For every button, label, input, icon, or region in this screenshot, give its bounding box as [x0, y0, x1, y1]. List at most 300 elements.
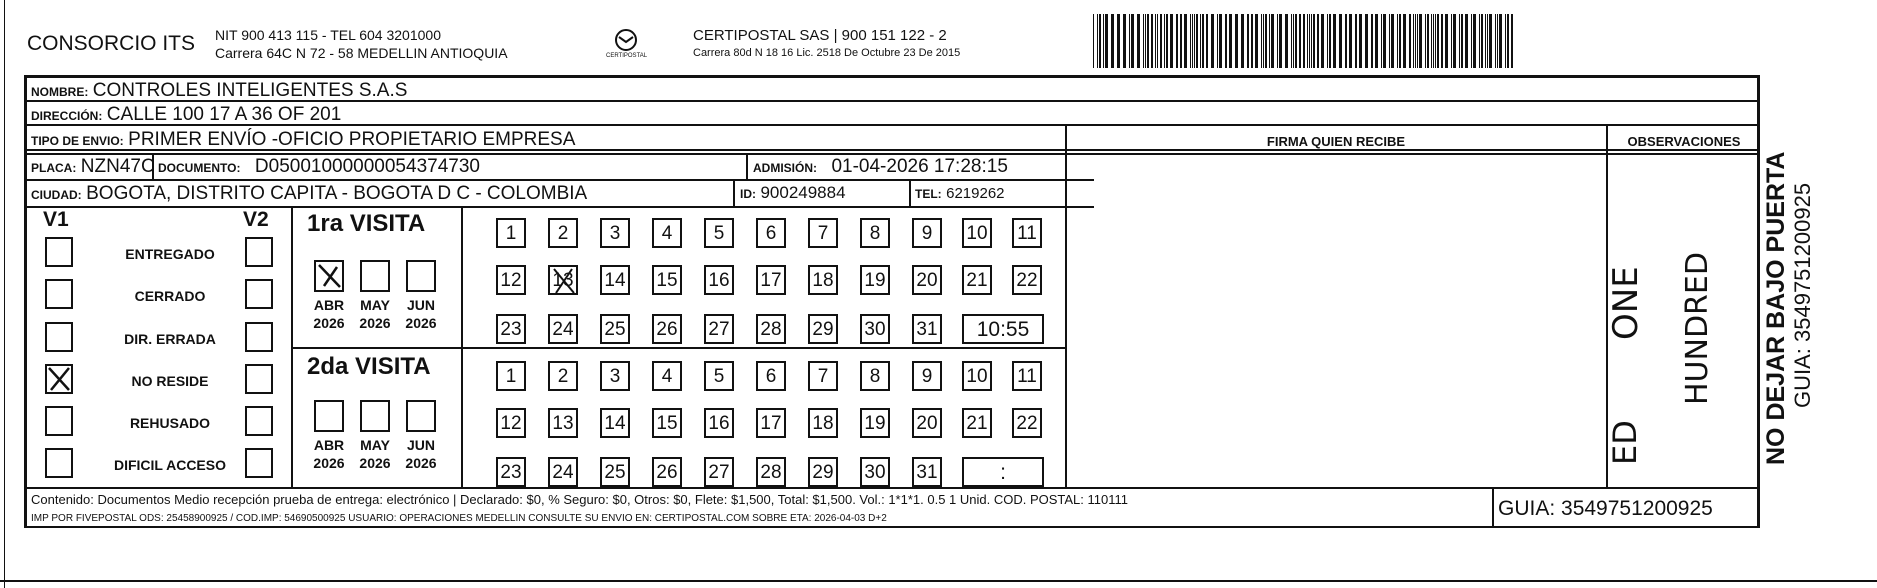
status-v2-checkbox[interactable]: [245, 364, 273, 394]
barcode-bar: [1251, 14, 1253, 68]
cross-mark-icon: [47, 366, 71, 392]
day-box[interactable]: [756, 218, 786, 248]
day-box[interactable]: [548, 457, 578, 487]
barcode-bar: [1105, 14, 1108, 68]
handwritten-one: ONE: [1606, 266, 1646, 340]
barcode-bar: [1435, 14, 1436, 68]
day-number: 16: [708, 413, 730, 434]
day-box[interactable]: [600, 265, 630, 295]
year-label: 2026: [359, 455, 391, 471]
visita2-title: 2da VISITA: [307, 353, 431, 380]
day-number: 26: [656, 462, 678, 483]
month-label: JUN: [406, 437, 435, 453]
day-number: 12: [500, 413, 522, 434]
month-checkbox[interactable]: [360, 260, 390, 292]
barcode-bar: [1229, 14, 1232, 68]
footer-line1: Contenido: Documentos Medio recepción prueba de entrega: electrónico | Declarado: $0, % Seguro: $0, Otros: $0, Flete: $1,500, Total: $1,500. Vol.: 1*1*1. 0.5 1 Unid. COD. POSTAL: 110111: [31, 492, 1128, 507]
barcode-bar: [1487, 14, 1488, 68]
day-box[interactable]: [600, 314, 630, 344]
day-box[interactable]: [652, 457, 682, 487]
observaciones-header: OBSERVACIONES: [1627, 134, 1741, 149]
day-box[interactable]: [600, 457, 630, 487]
company-nit: NIT 900 413 115 - TEL 604 3201000: [215, 27, 441, 43]
month-checkbox[interactable]: [406, 260, 436, 292]
day-number: 2: [557, 366, 569, 387]
barcode-bar: [1309, 14, 1310, 68]
day-box[interactable]: [860, 361, 890, 391]
month-checkbox[interactable]: [314, 260, 344, 292]
status-v2-checkbox[interactable]: [245, 322, 273, 352]
day-box[interactable]: [962, 265, 992, 295]
day-box[interactable]: [704, 361, 734, 391]
day-number: 29: [812, 319, 834, 340]
status-v1-checkbox[interactable]: [45, 406, 73, 436]
day-box[interactable]: [496, 218, 526, 248]
year-label: 2026: [359, 315, 391, 331]
barcode-bar: [1415, 14, 1416, 68]
day-box[interactable]: [808, 361, 838, 391]
day-number: 10: [966, 223, 988, 244]
day-box[interactable]: [756, 361, 786, 391]
day-number: 14: [604, 413, 626, 434]
barcode-bar: [1427, 14, 1429, 68]
day-box[interactable]: [496, 314, 526, 344]
day-number: 21: [966, 270, 988, 291]
v1-label: V1: [43, 208, 69, 231]
day-box[interactable]: [912, 218, 942, 248]
day-box[interactable]: [496, 265, 526, 295]
day-number: 13: [552, 270, 574, 291]
barcode-bar: [1445, 14, 1448, 68]
barcode-bar: [1355, 14, 1357, 68]
day-number: 6: [765, 223, 777, 244]
day-box[interactable]: [704, 265, 734, 295]
ciudad-value: BOGOTA, DISTRITO CAPITA - BOGOTA D C - COLOMBIA: [86, 183, 588, 204]
barcode-bar: [1505, 14, 1506, 68]
barcode-bar: [1147, 14, 1149, 68]
status-v2-checkbox[interactable]: [245, 237, 273, 267]
barcode-bar: [1375, 14, 1378, 68]
placa-value: NZN47C: [80, 156, 155, 177]
day-box[interactable]: [912, 408, 942, 438]
barcode-bar: [1465, 14, 1468, 68]
day-box[interactable]: [704, 314, 734, 344]
day-number: 15: [656, 270, 678, 291]
barcode-bar: [1441, 14, 1443, 68]
day-number: 31: [916, 462, 938, 483]
day-number: 9: [921, 366, 933, 387]
day-number: 9: [921, 223, 933, 244]
barcode-bar: [1371, 14, 1373, 68]
barcode-bar: [1261, 14, 1262, 68]
day-box[interactable]: [1012, 408, 1042, 438]
barcode-bar: [1180, 14, 1182, 68]
day-box[interactable]: [704, 218, 734, 248]
day-box[interactable]: [912, 265, 942, 295]
barcode-bar: [1313, 14, 1315, 68]
tipo-envio-value: PRIMER ENVÍO -OFICIO PROPIETARIO EMPRESA: [128, 129, 576, 150]
day-number: 17: [760, 270, 782, 291]
barcode-bar: [1327, 14, 1328, 68]
barcode-bar: [1511, 14, 1513, 68]
barcode-bar: [1345, 14, 1347, 68]
day-number: 5: [713, 366, 725, 387]
day-number: 3: [609, 223, 621, 244]
barcode-bar: [1499, 14, 1502, 68]
barcode-bar: [1303, 14, 1305, 68]
day-number: 27: [708, 319, 730, 340]
day-box[interactable]: [496, 408, 526, 438]
day-number: 19: [864, 270, 886, 291]
nombre-label: NOMBRE:: [31, 85, 89, 99]
day-number: 13: [552, 413, 574, 434]
status-v1-checkbox[interactable]: [45, 364, 73, 394]
day-number: 6: [765, 366, 777, 387]
day-number: 28: [760, 462, 782, 483]
barcode-bar: [1103, 14, 1104, 68]
barcode-bar: [1397, 14, 1398, 68]
barcode: [1093, 14, 1518, 68]
barcode-bar: [1131, 14, 1134, 68]
day-box[interactable]: [808, 265, 838, 295]
barcode-bar: [1307, 14, 1308, 68]
time-field[interactable]: 10:55: [962, 314, 1044, 344]
day-box[interactable]: [756, 265, 786, 295]
barcode-bar: [1143, 14, 1144, 68]
day-box[interactable]: [600, 408, 630, 438]
barcode-bar: [1329, 14, 1331, 68]
barcode-bar: [1473, 14, 1476, 68]
barcode-bar: [1184, 14, 1187, 68]
status-v1-checkbox[interactable]: [45, 322, 73, 352]
day-number: 17: [760, 413, 782, 434]
status-label: REHUSADO: [129, 415, 211, 431]
barcode-bar: [1471, 14, 1472, 68]
id-value: 900249884: [760, 183, 846, 202]
status-label: DIR. ERRADA: [124, 331, 216, 347]
cross-mark-icon: [316, 262, 342, 290]
day-number: 7: [817, 366, 829, 387]
day-number: 19: [864, 413, 886, 434]
placa-label: PLACA:: [31, 161, 77, 175]
barcode-bar: [1241, 14, 1244, 68]
day-number: 16: [708, 270, 730, 291]
barcode-bar: [1285, 14, 1288, 68]
day-number: 20: [916, 413, 938, 434]
day-box[interactable]: [756, 408, 786, 438]
day-box[interactable]: [496, 457, 526, 487]
footer-line2: IMP POR FIVEPOSTAL ODS: 25458900925 / COD.IMP: 54690500925 USUARIO: OPERACIONES MEDELLIN CONSULTE SU ENVIO EN: CERTIPOSTAL.COM SOBRE ETA: 2026-04-03 D+2: [31, 513, 887, 524]
barcode-bar: [1293, 14, 1294, 68]
day-box[interactable]: [652, 361, 682, 391]
day-number: 12: [500, 270, 522, 291]
barcode-bar: [1409, 14, 1411, 68]
barcode-bar: [1160, 14, 1162, 68]
day-box[interactable]: [496, 361, 526, 391]
barcode-bar: [1097, 14, 1098, 68]
firma-header: FIRMA QUIEN RECIBE: [1266, 134, 1406, 149]
day-box[interactable]: [860, 457, 890, 487]
day-number: 23: [500, 319, 522, 340]
side-guia: GUIA: 3549751200925: [1790, 182, 1815, 408]
tel-value: 6219262: [946, 185, 1005, 202]
day-number: 24: [552, 319, 574, 340]
day-box[interactable]: [548, 408, 578, 438]
barcode-bar: [1206, 14, 1208, 68]
barcode-bar: [1196, 14, 1198, 68]
barcode-bar: [1111, 14, 1114, 68]
barcode-bar: [1359, 14, 1362, 68]
side-warning: NO DEJAR BAJO PUERTA: [1762, 151, 1790, 465]
barcode-bar: [1190, 14, 1191, 68]
barcode-bar: [1461, 14, 1463, 68]
barcode-bar: [1176, 14, 1178, 68]
barcode-bar: [1192, 14, 1193, 68]
day-number: 25: [604, 319, 626, 340]
barcode-bar: [1479, 14, 1480, 68]
barcode-bar: [1497, 14, 1498, 68]
day-box[interactable]: [912, 314, 942, 344]
status-v2-checkbox[interactable]: [245, 448, 273, 478]
barcode-bar: [1225, 14, 1227, 68]
day-box[interactable]: [548, 314, 578, 344]
day-box[interactable]: [808, 408, 838, 438]
barcode-bar: [1219, 14, 1222, 68]
barcode-bar: [1255, 14, 1258, 68]
year-label: 2026: [405, 315, 437, 331]
day-box[interactable]: [548, 361, 578, 391]
status-v1-checkbox[interactable]: [45, 448, 73, 478]
id-label: ID:: [740, 187, 756, 201]
day-box[interactable]: [962, 218, 992, 248]
day-box[interactable]: [1012, 218, 1042, 248]
barcode-bar: [1265, 14, 1267, 68]
day-number: 22: [1016, 413, 1038, 434]
barcode-bar: [1202, 14, 1204, 68]
courier-name: CERTIPOSTAL SAS | 900 151 122 - 2: [693, 27, 947, 44]
day-number: 30: [864, 462, 886, 483]
barcode-bar: [1391, 14, 1394, 68]
day-box[interactable]: [756, 457, 786, 487]
barcode-bar: [1145, 14, 1146, 68]
day-number: 5: [713, 223, 725, 244]
day-number: 4: [661, 366, 673, 387]
documento-value: D05001000000054374730: [254, 156, 480, 177]
barcode-bar: [1157, 14, 1158, 68]
day-number: 26: [656, 319, 678, 340]
year-label: 2026: [405, 455, 437, 471]
barcode-bar: [1403, 14, 1406, 68]
ciudad-label: CIUDAD:: [31, 188, 82, 202]
day-number: 18: [812, 413, 834, 434]
barcode-bar: [1247, 14, 1249, 68]
day-number: 30: [864, 319, 886, 340]
day-box[interactable]: [548, 218, 578, 248]
day-number: 22: [1016, 270, 1038, 291]
barcode-bar: [1217, 14, 1218, 68]
barcode-bar: [1235, 14, 1238, 68]
day-box[interactable]: [860, 314, 890, 344]
day-box[interactable]: [912, 457, 942, 487]
barcode-bar: [1311, 14, 1312, 68]
barcode-bar: [1151, 14, 1153, 68]
status-v1-checkbox[interactable]: [45, 237, 73, 267]
footer-guia: GUIA: 3549751200925: [1498, 497, 1713, 520]
barcode-bar: [1333, 14, 1336, 68]
barcode-bar: [1365, 14, 1368, 68]
barcode-bar: [1194, 14, 1195, 68]
barcode-bar: [1263, 14, 1264, 68]
day-box[interactable]: [652, 314, 682, 344]
barcode-bar: [1453, 14, 1456, 68]
month-label: ABR: [313, 437, 345, 453]
day-number: 7: [817, 223, 829, 244]
barcode-bar: [1211, 14, 1214, 68]
barcode-bar: [1399, 14, 1401, 68]
handwritten-hundred: HUNDRED: [1680, 252, 1715, 405]
direccion-label: DIRECCIÓN:: [31, 109, 103, 123]
status-label: DIFICIL ACCESO: [113, 457, 226, 473]
barcode-bar: [1099, 14, 1101, 68]
day-box[interactable]: [808, 457, 838, 487]
month-checkbox[interactable]: [406, 400, 436, 432]
barcode-bar: [1431, 14, 1432, 68]
time-field[interactable]: :: [962, 457, 1044, 487]
barcode-bar: [1317, 14, 1319, 68]
day-number: 2: [557, 223, 569, 244]
v2-label: V2: [243, 208, 269, 231]
status-v2-checkbox[interactable]: [245, 279, 273, 309]
barcode-bar: [1155, 14, 1156, 68]
day-box[interactable]: [704, 408, 734, 438]
day-number: 10: [966, 366, 988, 387]
day-box[interactable]: [756, 314, 786, 344]
barcode-bar: [1279, 14, 1282, 68]
day-box[interactable]: [808, 314, 838, 344]
year-label: 2026: [313, 315, 345, 331]
status-v2-checkbox[interactable]: [245, 406, 273, 436]
cross-mark-icon: [550, 267, 578, 304]
barcode-bar: [1299, 14, 1301, 68]
barcode-bar: [1381, 14, 1382, 68]
day-number: 8: [869, 223, 881, 244]
month-label: ABR: [313, 297, 345, 313]
barcode-bar: [1200, 14, 1201, 68]
day-number: 23: [500, 462, 522, 483]
day-box[interactable]: [860, 408, 890, 438]
day-box[interactable]: [704, 457, 734, 487]
barcode-bar: [1417, 14, 1418, 68]
barcode-bar: [1413, 14, 1414, 68]
barcode-bar: [1437, 14, 1439, 68]
barcode-bar: [1451, 14, 1452, 68]
company-name: CONSORCIO ITS: [27, 32, 196, 55]
envelope-logo-icon: [606, 26, 646, 66]
day-box[interactable]: [652, 265, 682, 295]
day-box[interactable]: [548, 265, 578, 295]
day-box[interactable]: [600, 218, 630, 248]
day-box[interactable]: [600, 361, 630, 391]
day-box[interactable]: [808, 218, 838, 248]
barcode-bar: [1489, 14, 1492, 68]
barcode-bar: [1271, 14, 1274, 68]
status-v1-checkbox[interactable]: [45, 279, 73, 309]
barcode-bar: [1291, 14, 1292, 68]
barcode-bar: [1295, 14, 1297, 68]
day-number: 24: [552, 462, 574, 483]
barcode-bar: [1269, 14, 1270, 68]
day-number: 18: [812, 270, 834, 291]
barcode-bar: [1481, 14, 1483, 68]
year-label: 2026: [313, 455, 345, 471]
admision-label: ADMISIÓN:: [753, 161, 817, 175]
documento-label: DOCUMENTO:: [158, 161, 241, 175]
day-number: 1: [505, 223, 517, 244]
month-checkbox[interactable]: [314, 400, 344, 432]
barcode-bar: [1321, 14, 1324, 68]
day-number: 25: [604, 462, 626, 483]
nombre-value: CONTROLES INTELIGENTES S.A.S: [92, 80, 408, 101]
day-number: 4: [661, 223, 673, 244]
month-label: MAY: [360, 437, 390, 453]
day-number: 28: [760, 319, 782, 340]
certipostal-logo: [606, 26, 646, 66]
barcode-bar: [1117, 14, 1120, 68]
status-label: ENTREGADO: [125, 246, 215, 262]
visita1-title: 1ra VISITA: [307, 210, 426, 237]
courier-address: Carrera 80d N 18 16 Lic. 2518 De Octubre 23 De 2015: [693, 47, 961, 59]
day-box[interactable]: [962, 361, 992, 391]
month-checkbox[interactable]: [360, 400, 390, 432]
tel-label: TEL:: [915, 187, 942, 201]
company-address: Carrera 64C N 72 - 58 MEDELLIN ANTIOQUIA: [215, 45, 508, 61]
day-box[interactable]: [1012, 361, 1042, 391]
handwritten-mark: ED: [1606, 420, 1644, 465]
admision-value: 01-04-2026 17:28:15: [831, 156, 1008, 177]
barcode-bar: [1349, 14, 1352, 68]
day-number: 20: [916, 270, 938, 291]
barcode-bar: [1459, 14, 1460, 68]
barcode-bar: [1170, 14, 1173, 68]
day-box[interactable]: [860, 218, 890, 248]
day-box[interactable]: [652, 218, 682, 248]
day-box[interactable]: [1012, 265, 1042, 295]
day-number: 27: [708, 462, 730, 483]
day-number: 15: [656, 413, 678, 434]
barcode-bar: [1495, 14, 1496, 68]
month-label: JUN: [406, 297, 435, 313]
barcode-bar: [1433, 14, 1434, 68]
barcode-bar: [1123, 14, 1126, 68]
tipo-envio-label: TIPO DE ENVIO:: [31, 134, 124, 148]
day-box[interactable]: [962, 408, 992, 438]
day-number: 3: [609, 366, 621, 387]
logo-text: CERTIPOSTAL: [606, 53, 648, 59]
day-number: 29: [812, 462, 834, 483]
day-box[interactable]: [652, 408, 682, 438]
day-box[interactable]: [912, 361, 942, 391]
day-box[interactable]: [860, 265, 890, 295]
barcode-bar: [1419, 14, 1422, 68]
day-number: 1: [505, 366, 517, 387]
day-number: 14: [604, 270, 626, 291]
direccion-value: CALLE 100 17 A 36 OF 201: [106, 104, 342, 125]
status-label: CERRADO: [134, 288, 206, 304]
barcode-bar: [1485, 14, 1486, 68]
day-number: 8: [869, 366, 881, 387]
barcode-bar: [1389, 14, 1390, 68]
month-label: MAY: [360, 297, 390, 313]
